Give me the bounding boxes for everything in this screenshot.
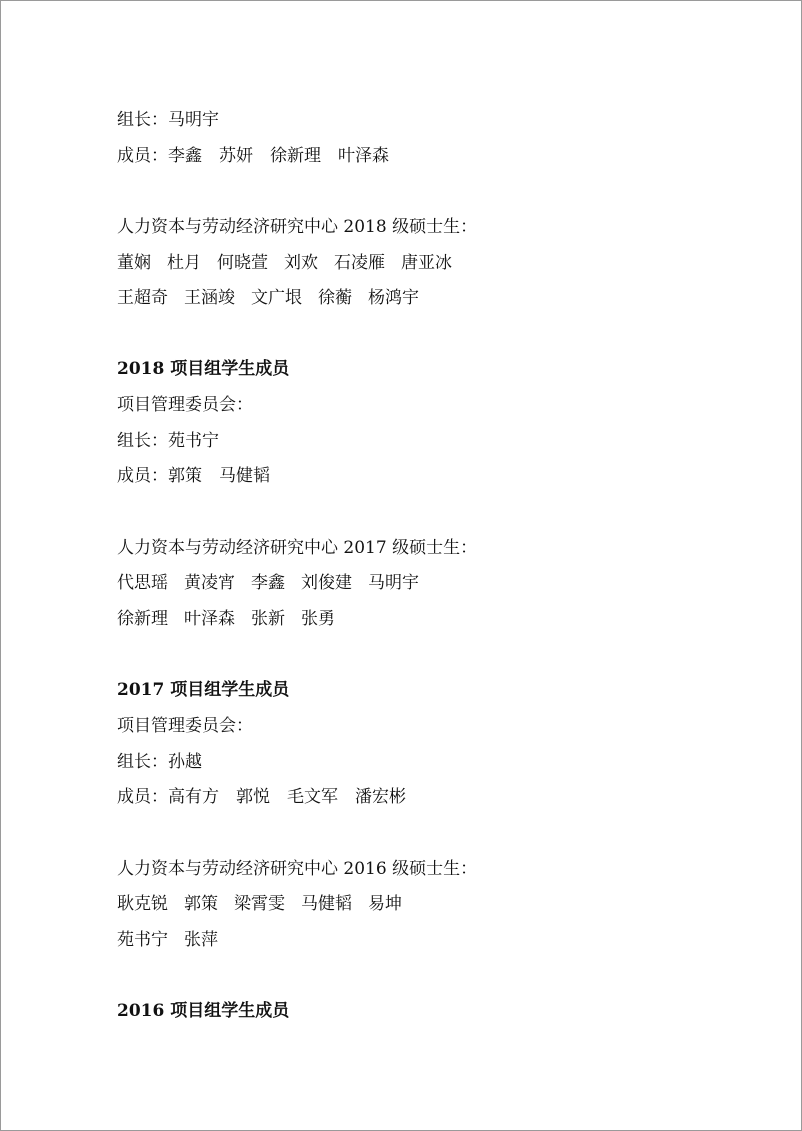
student-name: 李鑫 bbox=[251, 573, 285, 593]
student-name: 石凌雁 bbox=[334, 253, 385, 273]
student-name: 杜月 bbox=[167, 253, 201, 273]
student-name: 张勇 bbox=[301, 609, 335, 629]
group-leader-line: 组长：苑书宁 bbox=[117, 431, 219, 451]
student-names-line bbox=[117, 287, 419, 309]
student-name: 文广垠 bbox=[251, 288, 302, 308]
student-name: 马明宇 bbox=[368, 573, 419, 593]
student-name: 张新 bbox=[251, 609, 285, 629]
student-name: 代思瑶 bbox=[117, 573, 168, 593]
student-name: 唐亚冰 bbox=[401, 253, 452, 273]
group-leader-line: 组长：马明宇 bbox=[117, 110, 219, 130]
student-names-line bbox=[117, 929, 218, 951]
student-name: 易坤 bbox=[368, 894, 402, 914]
student-name: 马健韬 bbox=[301, 894, 352, 914]
student-names-line bbox=[117, 893, 402, 915]
section-title-2018: 2018 项目组学生成员 bbox=[117, 359, 290, 379]
student-name: 徐蘅 bbox=[318, 288, 352, 308]
group-members-line: 成员：郭策 马健韬 bbox=[117, 466, 270, 486]
committee-label: 项目管理委员会： bbox=[117, 716, 253, 736]
section-heading-2016-students: 人力资本与劳动经济研究中心 2016 级硕士生： bbox=[117, 859, 478, 879]
student-name: 杨鸿宇 bbox=[368, 288, 419, 308]
student-name: 刘俊建 bbox=[301, 573, 352, 593]
student-name: 刘欢 bbox=[284, 253, 318, 273]
group-members-line: 成员：高有方 郭悦 毛文军 潘宏彬 bbox=[117, 787, 406, 807]
student-name: 郭策 bbox=[184, 894, 218, 914]
student-name: 徐新理 bbox=[117, 609, 168, 629]
student-name: 黄凌宵 bbox=[184, 573, 235, 593]
section-heading-2017-students: 人力资本与劳动经济研究中心 2017 级硕士生： bbox=[117, 538, 478, 558]
section-title-2016: 2016 项目组学生成员 bbox=[117, 1001, 290, 1021]
student-name: 王涵竣 bbox=[184, 288, 235, 308]
student-names-line bbox=[117, 252, 452, 274]
student-name: 叶泽森 bbox=[184, 609, 235, 629]
student-name: 张萍 bbox=[184, 930, 218, 950]
student-name: 董娴 bbox=[117, 253, 151, 273]
section-heading-2018-students: 人力资本与劳动经济研究中心 2018 级硕士生： bbox=[117, 217, 478, 237]
group-leader-line: 组长：孙越 bbox=[117, 752, 202, 772]
student-name: 梁霄雯 bbox=[234, 894, 285, 914]
committee-label: 项目管理委员会： bbox=[117, 395, 253, 415]
student-name: 王超奇 bbox=[117, 288, 168, 308]
student-name: 何晓萱 bbox=[217, 253, 268, 273]
student-name: 苑书宁 bbox=[117, 930, 168, 950]
student-name: 耿克锐 bbox=[117, 894, 168, 914]
student-names-line bbox=[117, 572, 419, 594]
section-title-2017: 2017 项目组学生成员 bbox=[117, 680, 290, 700]
student-names-line bbox=[117, 608, 335, 630]
group-members-line: 成员：李鑫 苏妍 徐新理 叶泽森 bbox=[117, 146, 389, 166]
